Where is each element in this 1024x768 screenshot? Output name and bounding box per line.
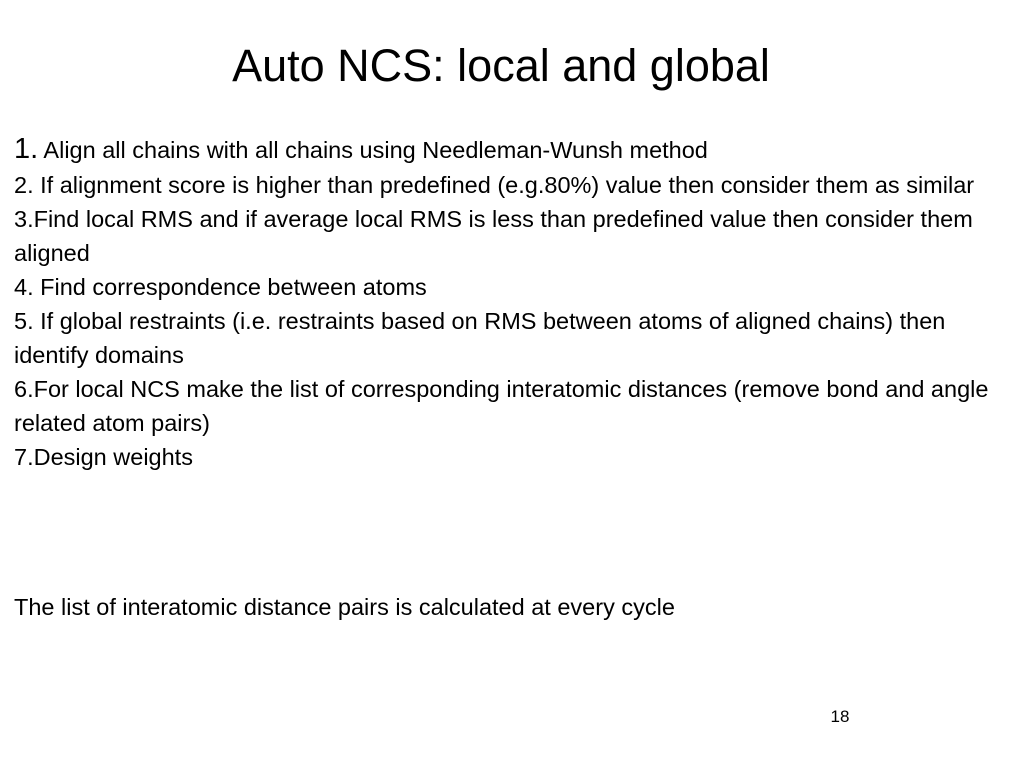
- steps-list: [14, 131, 1004, 474]
- step-7: 7.Design weights: [14, 444, 193, 470]
- step-1-text: Align all chains with all chains using Needleman-Wunsh method: [43, 137, 708, 163]
- step-3: 3.Find local RMS and if average local RMS is less than predefined value then consider them aligned: [14, 206, 973, 266]
- step-4: 4. Find correspondence between atoms: [14, 274, 427, 300]
- step-6: 6.For local NCS make the list of corresponding interatomic distances (remove bond and angle related atom pairs): [14, 376, 989, 436]
- cycle-note: The list of interatomic distance pairs is calculated at every cycle: [14, 594, 675, 620]
- step-1-number: 1.: [14, 133, 39, 165]
- step-2: 2. If alignment score is higher than predefined (e.g.80%) value then consider them as similar: [14, 172, 975, 198]
- step-5: 5. If global restraints (i.e. restraints based on RMS between atoms of aligned chains) then identify domains: [14, 308, 946, 368]
- page-number: 18: [830, 707, 850, 726]
- step-1: [14, 131, 1004, 168]
- slide-title: Auto NCS: local and global: [232, 40, 770, 91]
